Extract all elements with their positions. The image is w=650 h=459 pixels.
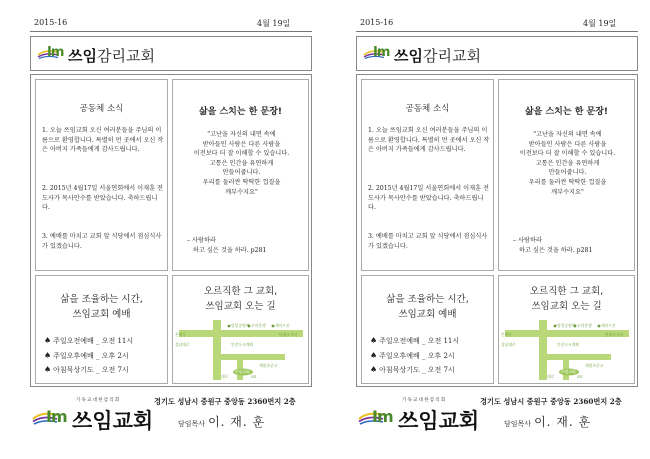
- quote-source: [187, 236, 307, 256]
- quote-line: 받아들인 사람은 다른 사람을: [202, 140, 281, 148]
- quote-title: 삶을 스치는 한 문장!: [198, 107, 283, 117]
- map-label: 은행동: [175, 332, 187, 337]
- footer-logo-name: 쓰임교회: [398, 409, 480, 433]
- logo-name: [394, 45, 481, 66]
- logo-name-rest: 감리교회: [96, 47, 155, 65]
- map-label: 단대오거리: [279, 332, 298, 337]
- footer-logo-name: 쓰임교회: [72, 409, 154, 433]
- worship-item: [44, 334, 166, 349]
- news-title: 공동체 소식: [405, 104, 450, 114]
- map-label: GS: [577, 374, 583, 379]
- map-section: [172, 275, 309, 384]
- spade-icon: ♠: [370, 350, 378, 360]
- map-title-line: 오르직한 그 교회,: [203, 286, 278, 297]
- pastor-info: [504, 411, 591, 430]
- quote-line: "고난을 자신의 내면 속에: [533, 131, 602, 138]
- map-label: 세이프존: [601, 323, 616, 328]
- map-label: 성남대로: [175, 342, 190, 347]
- worship-item-text: 아침묵상기도 _ 오전 7시: [53, 366, 129, 374]
- map-title: [499, 284, 634, 314]
- news-section: [35, 79, 168, 271]
- header-year: 2015-16: [34, 18, 68, 27]
- quote-source-author: – 사람하라: [513, 237, 542, 244]
- map-label: 우의은행: [251, 323, 266, 328]
- logo-name-bold: 쓰임: [68, 47, 97, 65]
- worship-title-line: 쓰임교회 예배: [72, 309, 131, 320]
- map-title: [173, 284, 308, 314]
- map-label: 쓰임교회: [561, 369, 576, 374]
- worship-item: [370, 363, 492, 378]
- map-title-line: 오르직한 그 교회,: [529, 286, 604, 297]
- map-label: 대로: [221, 374, 229, 379]
- worship-title-line: 삶을 조율하는 시간,: [386, 294, 469, 305]
- logo-name: [68, 45, 155, 66]
- worship-item: [44, 363, 166, 378]
- worship-title-line: 쓰임교회 예배: [398, 309, 457, 320]
- quote-line: 이전보다 더 잘 이해할 수 있습니다.: [193, 150, 290, 158]
- map-label: 성남대로: [501, 342, 516, 347]
- map-label: 쓰임교회: [235, 369, 250, 374]
- worship-item-text: 주일오후예배 _ 오후 2시: [53, 351, 129, 360]
- spade-icon: ♠: [44, 350, 52, 360]
- church-address: 경기도 성남시 중원구 중앙동 2360번지 2층: [154, 397, 296, 406]
- map-label: GS: [251, 374, 257, 379]
- logo-name-rest: 감리교회: [422, 47, 481, 65]
- spade-icon: ♠: [370, 365, 378, 374]
- quote-source: [513, 236, 633, 256]
- church-logo-banner: [30, 36, 312, 71]
- footer-logo: [358, 397, 478, 439]
- quote-line: 만들어줍니다.: [548, 169, 587, 177]
- quote-line: 만들어줍니다.: [222, 169, 261, 177]
- map-label: 세원초중고: [259, 363, 278, 368]
- map-label: 인건도시계획: [557, 342, 580, 347]
- quote-source-author: – 사람하라: [187, 237, 216, 244]
- news-section: [361, 79, 494, 271]
- pastor-info: [178, 411, 265, 430]
- worship-schedule: [44, 334, 166, 378]
- pastor-name: 이. 재. 훈: [208, 415, 266, 429]
- quote-title: 삶을 스치는 한 문장!: [524, 107, 609, 117]
- quote-section: [498, 79, 635, 271]
- news-item: 1. 오늘 쓰임교회 오신 여러분들을 주님의 이름으로 환영합니다. 특별히 먼 곳에서 오신 작은 아버지 가족들에게 감사드립니다.: [42, 127, 164, 154]
- quote-line: 깨부수지요": [551, 188, 584, 196]
- quote-section: [172, 79, 309, 271]
- quote-line: 이전보다 더 잘 이해할 수 있습니다.: [519, 150, 616, 158]
- footer-tagline: 기독교대한감리회: [76, 398, 121, 403]
- map-label: 인건도시계획: [231, 342, 254, 347]
- quote-line: 고통은 인간을 유연하게: [209, 159, 274, 167]
- quote-line: 우리를 둘러싼 딱딱한 껍질을: [528, 178, 607, 186]
- worship-item: [44, 349, 166, 364]
- map-label: 빙앙공원역: [231, 323, 250, 328]
- logo-name-bold: 쓰임: [394, 47, 423, 65]
- quote-line: "고난을 자신의 내면 속에: [207, 131, 276, 138]
- quote-source-book: 하고 싶은 것을 하라. p281: [519, 247, 593, 254]
- worship-item: [370, 334, 492, 349]
- pastor-name: 이. 재. 훈: [534, 415, 592, 429]
- bulletin-page-right: [330, 0, 648, 459]
- news-item: 1. 오늘 쓰임교회 오신 여러분들을 주님의 이름으로 환영합니다. 특별히 먼 곳에서 오신 작은 아버지 가족들에게 감사드립니다.: [368, 127, 490, 154]
- pastor-label: 담임목사: [504, 420, 532, 428]
- map-label: 우의은행: [577, 323, 592, 328]
- content-grid: [356, 74, 638, 387]
- spade-icon: ♠: [370, 336, 378, 345]
- news-item: 2. 2015년 4월17일 서울연회에서 이재훈 전도사가 목사안수를 받았습니다. 축하드립니다.: [368, 185, 489, 212]
- logo-im: Im: [373, 45, 390, 60]
- worship-schedule: [370, 334, 492, 378]
- bulletin-page-left: [4, 0, 322, 459]
- news-item: 3. 예배를 마치고 교회 앞 식당에서 점심식사가 있겠습니다.: [42, 233, 162, 250]
- worship-section: [361, 275, 494, 384]
- news-title: 공동체 소식: [79, 104, 124, 114]
- worship-item-text: 주일오후예배 _ 오후 2시: [379, 351, 455, 360]
- header-date: 4월 19일: [583, 19, 617, 28]
- quote-body: [503, 130, 632, 197]
- worship-item: [370, 349, 492, 364]
- content-grid: [30, 74, 312, 387]
- map-label: 세원초중고: [585, 363, 604, 368]
- worship-title-line: 삶을 조율하는 시간,: [60, 294, 143, 305]
- quote-line: 고통은 인간을 유연하게: [535, 159, 600, 167]
- church-logo-banner: [356, 36, 638, 71]
- worship-title: [362, 292, 493, 322]
- worship-item-text: 아침묵상기도 _ 오전 7시: [379, 366, 455, 374]
- header-date: 4월 19일: [257, 19, 291, 28]
- spade-icon: ♠: [44, 365, 52, 374]
- map-title-line: 쓰임교회 오는 길: [531, 301, 602, 312]
- news-item: 3. 예배를 마치고 교회 앞 식당에서 점심식사가 있겠습니다.: [368, 233, 488, 250]
- church-address: 경기도 성남시 중원구 중앙동 2360번지 2층: [480, 397, 622, 406]
- directions-map: [501, 316, 633, 382]
- worship-section: [35, 275, 168, 384]
- pastor-label: 담임목사: [178, 420, 206, 428]
- header-year: 2015-16: [360, 18, 394, 27]
- footer-logo-im: Im: [46, 407, 67, 426]
- worship-item-text: 주일오전예배 _ 오전 11시: [53, 337, 134, 345]
- map-label: 은행동: [501, 332, 513, 337]
- map-label: 빙앙공원역: [557, 323, 576, 328]
- header-divider: [30, 31, 312, 32]
- spade-icon: ♠: [44, 336, 52, 345]
- footer-logo: [32, 397, 152, 439]
- directions-map: [175, 316, 307, 382]
- quote-source-book: 하고 싶은 것을 하라. p281: [193, 247, 267, 254]
- logo-im: Im: [47, 45, 64, 60]
- map-title-line: 쓰임교회 오는 길: [205, 301, 276, 312]
- footer-tagline: 기독교대한감리회: [402, 398, 447, 403]
- bulletin-footer: [356, 393, 638, 443]
- map-label: 세이프존: [275, 323, 290, 328]
- news-item: 2. 2015년 4월17일 서울연회에서 이재훈 전도사가 목사안수를 받았습니다. 축하드립니다.: [42, 185, 163, 212]
- footer-logo-im: Im: [372, 407, 393, 426]
- bulletin-footer: [30, 393, 312, 443]
- worship-item-text: 주일오전예배 _ 오전 11시: [379, 337, 460, 345]
- quote-line: 깨부수지요": [225, 188, 258, 196]
- quote-line: 우리를 둘러싼 딱딱한 껍질을: [202, 178, 281, 186]
- header-divider: [356, 31, 638, 32]
- quote-line: 받아들인 사람은 다른 사람을: [528, 140, 607, 148]
- map-section: [498, 275, 635, 384]
- map-label: 대로: [547, 374, 555, 379]
- quote-body: [177, 130, 306, 197]
- map-label: 단대오거리: [605, 332, 624, 337]
- worship-title: [36, 292, 167, 322]
